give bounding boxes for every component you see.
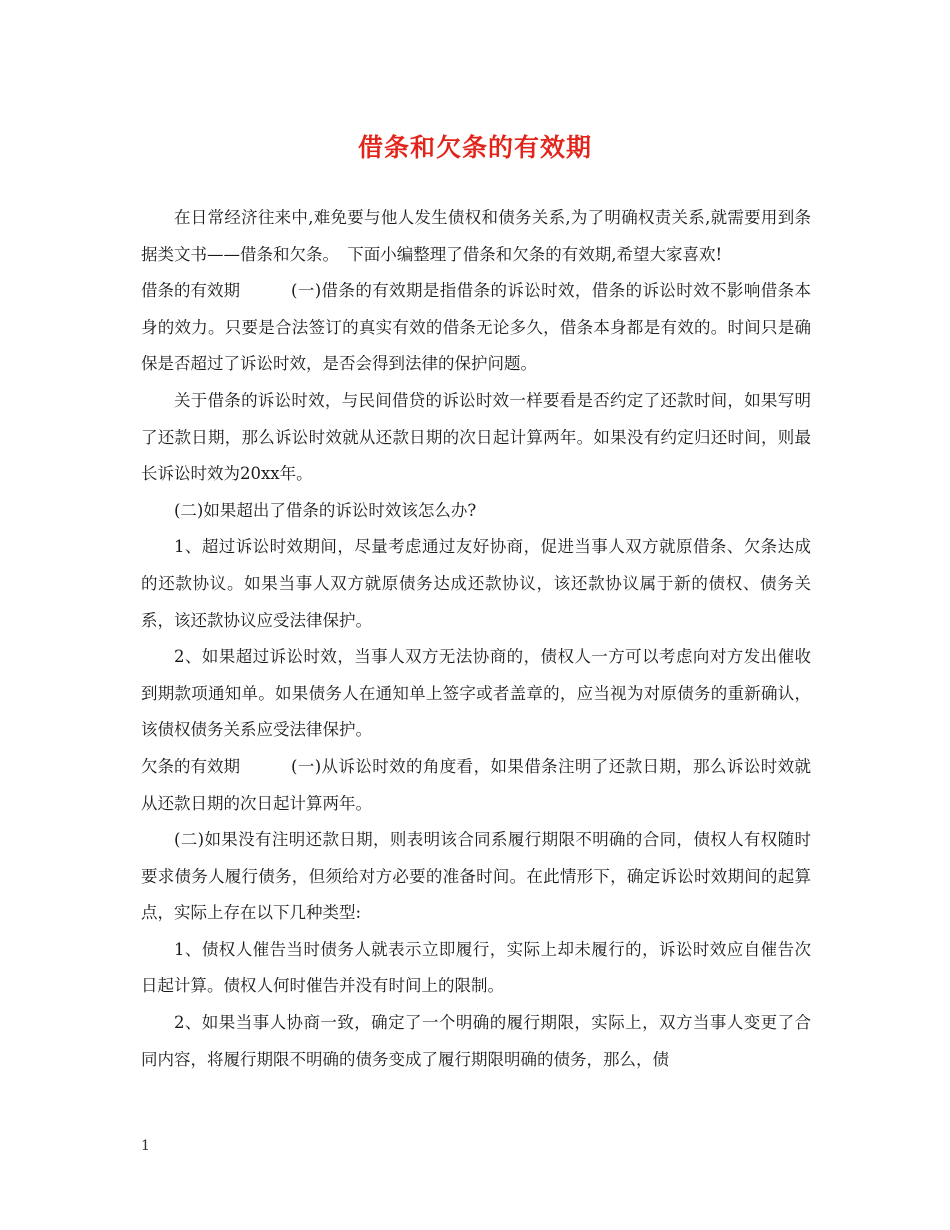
section-loan-note-paragraph-4: 1、超过诉讼时效期间，尽量考虑通过友好协商，促进当事人双方就原借条、欠条达成的还款协议。如果当事人双方就原债务达成还款协议，该还款协议属于新的债权、债务关系，该还款协议应受法律保护。 (141, 537, 811, 630)
section-iou-paragraph-1 (141, 749, 811, 822)
document-body (141, 200, 811, 1078)
section-heading-iou: 欠条的有效期 (141, 756, 240, 776)
page-number: 1 (141, 1138, 150, 1154)
section-loan-note-text-1: (一)借条的有效期是指借条的诉讼时效，借条的诉讼时效不影响借条本身的效力。只要是合法签订的真实有效的借条无论多久，借条本身都是有效的。时间只是确保是否超过了诉讼时效，是否会得到法律的保护问题。 (141, 281, 811, 374)
section-loan-note-paragraph-3: (二)如果超出了借条的诉讼时效该怎么办? (174, 500, 477, 520)
section-loan-note-paragraph-2: 关于借条的诉讼时效，与民间借贷的诉讼时效一样要看是否约定了还款时间，如果写明了还款日期，那么诉讼时效就从还款日期的次日起计算两年。如果没有约定归还时间，则最长诉讼时效为20xx年。 (141, 390, 811, 484)
intro-paragraph: 在日常经济往来中,难免要与他人发生债权和债务关系,为了明确权责关系,就需要用到条据类文书——借条和欠条。 下面小编整理了借条和欠条的有效期,希望大家喜欢! (141, 208, 811, 264)
section-iou-paragraph-2: (二)如果没有注明还款日期，则表明该合同系履行期限不明确的合同，债权人有权随时要求债务人履行债务，但须给对方必要的准备时间。在此情形下，确定诉讼时效期间的起算点，实际上存在以下几种类型: (141, 830, 811, 923)
section-heading-loan-note: 借条的有效期 (141, 281, 240, 301)
section-loan-note-paragraph-5: 2、如果超过诉讼时效，当事人双方无法协商的，债权人一方可以考虑向对方发出催收到期款项通知单。如果债务人在通知单上签字或者盖章的，应当视为对原债务的重新确认，该债权债务关系应受法律保护。 (141, 647, 811, 740)
section-iou-paragraph-3: 1、债权人催告当时债务人就表示立即履行，实际上却未履行的，诉讼时效应自催告次日起计算。债权人何时催告并没有时间上的限制。 (141, 939, 811, 996)
document-title: 借条和欠条的有效期 (357, 133, 592, 162)
section-iou-paragraph-4: 2、如果当事人协商一致，确定了一个明确的履行期限，实际上，双方当事人变更了合同内容，将履行期限不明确的债务变成了履行期限明确的债务，那么，债 (141, 1013, 811, 1069)
section-loan-note-paragraph-1 (141, 273, 811, 383)
section-iou-text-1: (一)从诉讼时效的角度看，如果借条注明了还款日期，那么诉讼时效就从还款日期的次日起计算两年。 (141, 756, 811, 813)
